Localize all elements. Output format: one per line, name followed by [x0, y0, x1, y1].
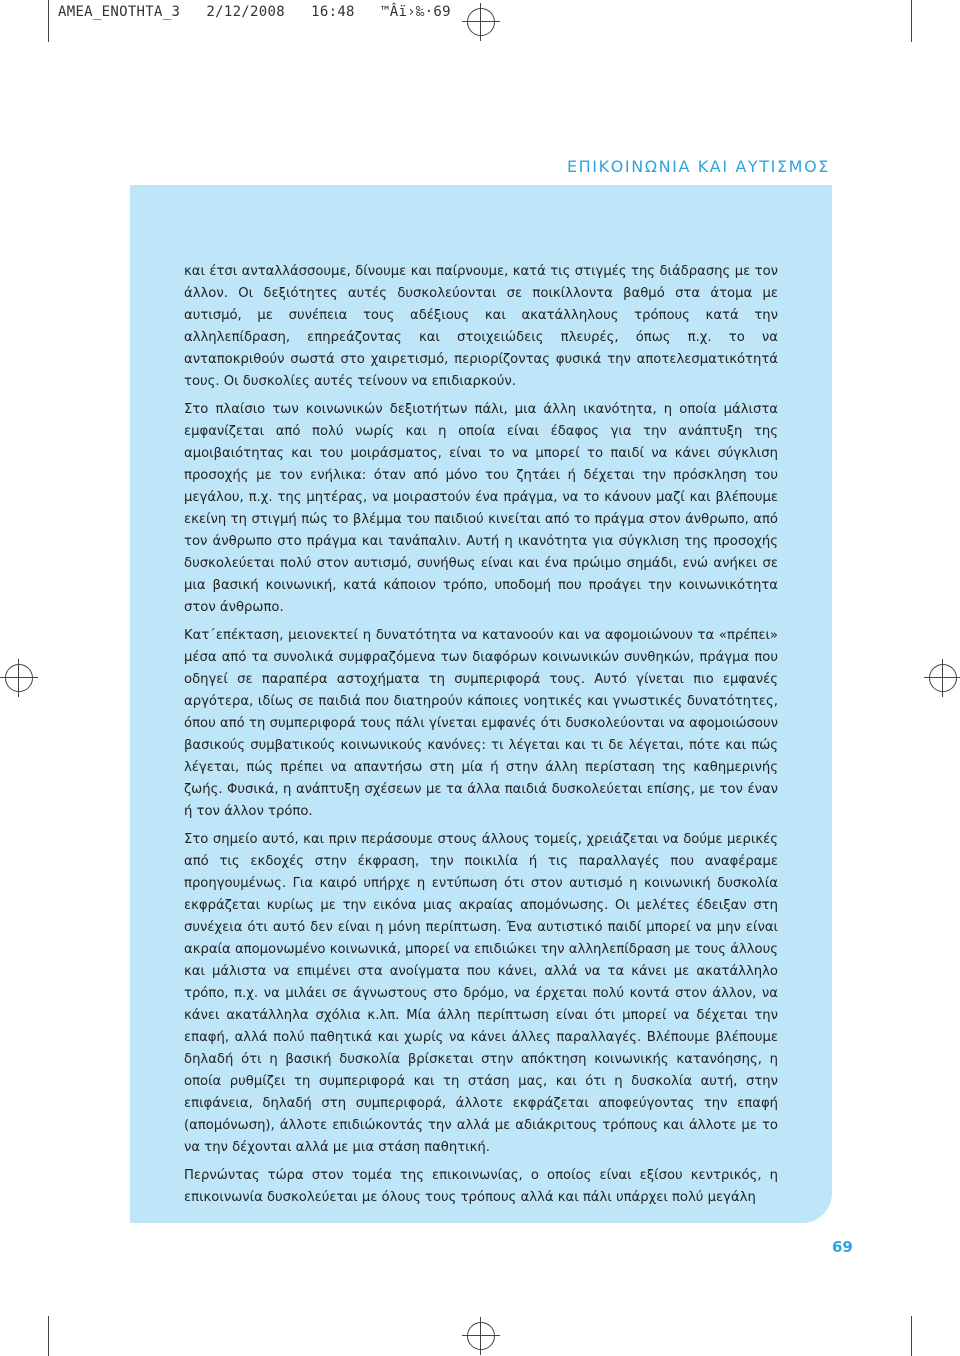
paragraph: Περνώντας τώρα στον τομέα της επικοινωνίας, ο οποίος είναι εξίσου κεντρικός, η επικοινωνία δυσκολεύεται με όλους τους τρόπους αλλά και πάλι υπάρχει πολύ μεγάλη — [184, 1168, 778, 1205]
slug-date: 2/12/2008 — [206, 4, 285, 20]
paragraph: Στο πλαίσιο των κοινωνικών δεξιοτήτων πάλι, μια άλλη ικανότητα, η οποία μάλιστα εμφανίζεται από πολύ νωρίς και η οποία είναι έδαφος για την ανάπτυξη της αμοιβαιότητας και του μοιράσματος, είναι το να μπορεί το παιδί να κάνει σύγκλιση προσοχής με τον ενήλικα: όταν από μόνο του ζητάει ή δέχεται την πρόσκληση του μεγάλου, π.χ. της μητέρας, να μοιραστούν ένα πράγμα, να το κάνουν μαζί και βλέπουμε εκείνη τη στιγμή πώς το βλέμμα του παιδιού κινείται από το πράγμα στον άνθρωπο, από τον άνθρωπο στο πράγμα και τανάπαλιν. Αυτή η ικανότητα για σύγκλιση της προσοχής δυσκολεύεται πολύ στον αυτισμό, συνήθως είναι και ένα πρώιμο σημάδι, ενώ ανήκει σε μια βασική κοινωνική, κατά κάποιον τρόπο, υποδομή που προάγει την κοινωνικότητα στον άνθρωπο. — [184, 402, 778, 615]
paragraph: και έτσι ανταλλάσσουμε, δίνουμε και παίρνουμε, κατά τις στιγμές της διάδρασης με τον άλλον. Οι δεξιότητες αυτές δυσκολεύονται σε ποικίλλοντα βαθμό στα άτομα με αυτισμό, με συνέπεια τους αδέξιους και ακατάλληλους τρόπους κατά την αλληλεπίδραση, επηρεάζοντας και στοιχειώδεις πλευρές, όπως π.χ. το να ανταποκριθούν σωστά στο χαιρετισμό, περιορίζοντας φυσικά την αποτελεσματικότητά τους. Οι δυσκολίες αυτές τείνουν να επιδιαρκούν. — [184, 264, 778, 389]
slug-page-marker: ™Âï›‰·69 — [380, 4, 451, 20]
registration-mark-top — [467, 8, 495, 36]
slug-file: AMEA_ENOTHTA_3 — [58, 4, 181, 20]
crop-mark-bottom-right — [911, 1316, 912, 1356]
page-number: 69 — [832, 1238, 853, 1256]
registration-mark-left — [5, 664, 33, 692]
print-slug — [58, 4, 451, 20]
crop-mark-bottom-left — [48, 1316, 49, 1356]
crop-mark-top-left — [48, 0, 49, 42]
registration-mark-right — [929, 664, 957, 692]
body-text — [184, 261, 778, 1215]
slug-time: 16:48 — [311, 4, 355, 20]
paragraph: Κατ΄επέκταση, μειονεκτεί η δυνατότητα να κατανοούν και να αφομοιώνουν τα «πρέπει» μέσα από τα συνολικά συμφραζόμενα των διαφόρων κοινωνικών συνθηκών, πράγμα που οδηγεί σε παραπέρα αστοχήματα τη συμπεριφορά τους. Αυτό γίνεται πιο εμφανές αργότερα, ιδίως σε παιδιά που διατηρούν κάποιες νοητικές και γνωστικές δυνατότητες, όπου από τη συμπεριφορά τους πάλι γίνεται εμφανές ότι δυσκολεύονται να αφομοιώσουν βασικούς συμβατικούς κοινωνικούς κανόνες: τι λέγεται και τι δε λέγεται, πότε και πώς λέγεται, πώς πρέπει να απαντήσω στη μία ή στην άλλη περίσταση της καθημερινής ζωής. Φυσικά, η ανάπτυξη σχέσεων με τα άλλα παιδιά δυσκολεύεται επίσης, με τον έναν ή τον άλλον τρόπο. — [184, 628, 778, 819]
registration-mark-bottom — [467, 1322, 495, 1350]
crop-mark-top-right — [911, 0, 912, 42]
paragraph: Στο σημείο αυτό, και πριν περάσουμε στους άλλους τομείς, χρειάζεται να δούμε μερικές από τις εκδοχές στην έκφραση, την ποικιλία ή τις παραλλαγές που αναφέραμε προηγουμένως. Για καιρό υπήρχε η εντύπωση ότι στον αυτισμό η κοινωνική δυσκολία εκφράζεται κυρίως με την εικόνα μιας ακραίας απομόνωσης. Οι μελέτες έδειξαν στη συνέχεια ότι αυτό δεν είναι η μόνη περίπτωση. Ένα αυτιστικό παιδί μπορεί να μην είναι ακραία απομονωμένο κοινωνικά, μπορεί να επιδιώκει την αλληλεπίδραση με τους άλλους και μάλιστα να επιμένει στα ανοίγματα που κάνει, αλλά να τα κάνει με ακατάλληλο τρόπο, π.χ. να μιλάει σε άγνωστους στο δρόμο, να έρχεται πολύ κοντά στον άλλον, να κάνει ακατάλληλα σχόλια κ.λπ. Μία άλλη περίπτωση είναι ότι μπορεί να δέχεται την επαφή, αλλά πολύ παθητικά και χωρίς να κάνει άλλες παραλλαγές. Βλέπουμε βλέπουμε δηλαδή ότι η βασική δυσκολία βρίσκεται στην απόκτηση κοινωνικής κατανόησης, η οποία ρυθμίζει τη συμπεριφορά και τη στάση μας, και ότι η δυσκολία αυτή, στην επιφάνεια, δηλαδή στη συμπεριφορά, άλλοτε εκφράζεται αποφεύγοντας την επαφή (απομόνωση), άλλοτε επιδιώκοντάς την αλλά με αδιάκριτους τρόπους και άλλοτε με το να την δέχονται αλλά με μια στάση παθητική. — [184, 832, 778, 1155]
chapter-title: ΕΠΙΚΟΙΝΩΝΙΑ ΚΑΙ ΑΥΤΙΣΜΟΣ — [566, 157, 830, 176]
